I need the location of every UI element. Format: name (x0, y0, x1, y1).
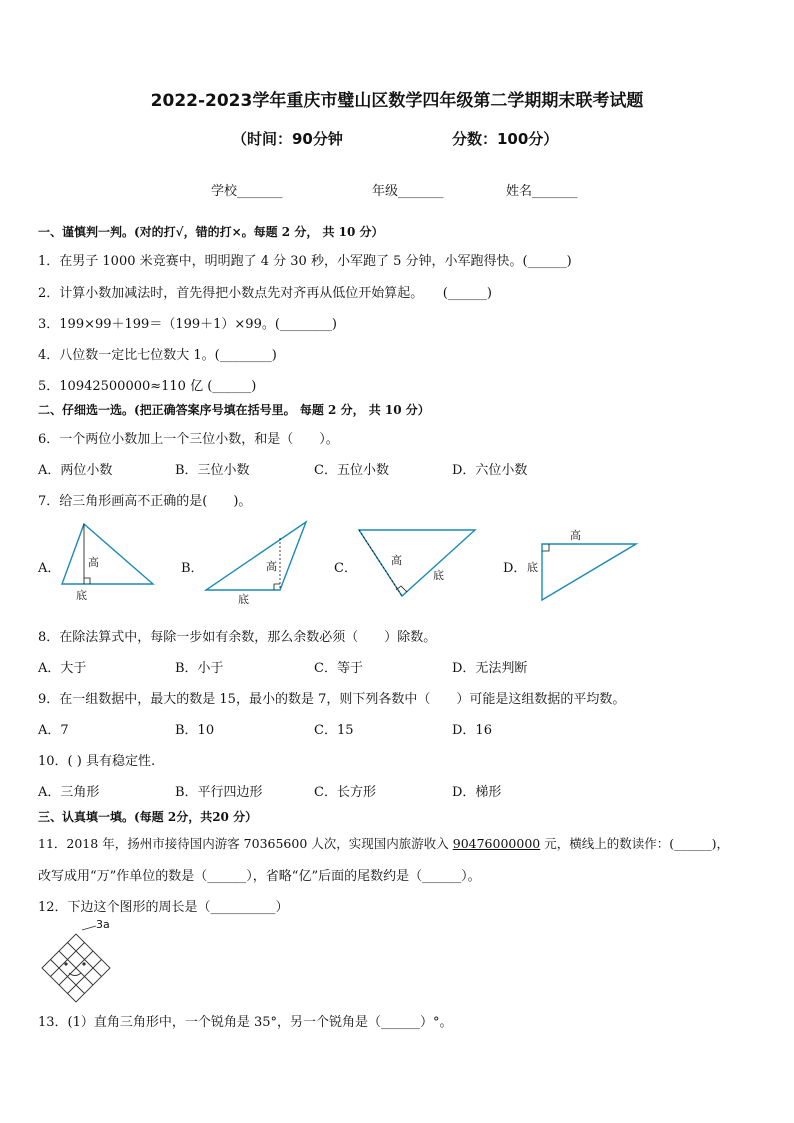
question-11-line-2: 改写成用“万”作单位的数是（______），省略“亿”后面的尾数约是（______）。 (38, 869, 481, 884)
q7b-base-label: 底 (238, 593, 249, 606)
question-4: 4．八位数一定比七位数大 1。(________) (38, 348, 277, 363)
section-heading-1: 一、谨慎判一判。(对的打√，错的打×。每题 2 分， 共 10 分） (38, 225, 384, 239)
name-field: 姓名_______ (506, 184, 578, 199)
question-7: 7．给三角形画高不正确的是( )。 (38, 494, 252, 509)
q7-triangle-b (200, 518, 310, 608)
question-13: 13．(1）直角三角形中，一个锐角是 35°，另一个锐角是（______）°。 (38, 1015, 453, 1030)
figure-eye-right (82, 962, 85, 965)
question-8: 8．在除法算式中，每除一步如有余数，那么余数必须（ ）除数。 (38, 630, 437, 645)
q12-grid-figure (36, 918, 116, 1004)
exam-score: 分数：100分） (452, 130, 559, 148)
q12-side-label: 3a (96, 918, 110, 931)
q7d-height-label: 高 (570, 529, 581, 542)
q7b-height-label: 高 (266, 560, 277, 573)
q9-option-d: D．16 (452, 723, 492, 738)
q7-triangle-a (58, 520, 158, 606)
q10-option-b: B．平行四边形 (175, 785, 263, 800)
q10-option-c: C．长方形 (314, 785, 376, 800)
q11-text-a: 11．2018 年，扬州市接待国内游客 70365600 人次，实现国内旅游收入 (38, 836, 453, 851)
q9-option-a: A．7 (38, 723, 69, 738)
question-5: 5．10942500000≈110 亿 (______) (38, 379, 257, 394)
q11-underlined-number: 90476000000 (452, 836, 541, 851)
question-1: 1．在男子 1000 米竞赛中，明明跑了 4 分 30 秒，小军跑了 5 分钟，小军跑得快。(______) (38, 254, 572, 269)
question-11 (38, 834, 729, 852)
figure-eye-left (64, 962, 67, 965)
q6-option-b: B．三位小数 (175, 463, 250, 478)
question-2: 2．计算小数加减法时，首先得把小数点先对齐再从低位开始算起。 (______) (38, 286, 492, 301)
q7-option-d: D． (503, 561, 527, 576)
question-3: 3．199×99＋199＝（199＋1）×99。(________) (38, 317, 337, 332)
q8-option-a: A．大于 (38, 661, 87, 676)
q7-triangle-c (355, 526, 479, 600)
exam-time: （时间：90分钟 (232, 130, 343, 148)
q8-option-c: C．等于 (314, 661, 363, 676)
q9-option-c: C．15 (314, 723, 354, 738)
q8-option-b: B．小于 (175, 661, 224, 676)
q6-option-a: A．两位小数 (38, 463, 113, 478)
q10-option-d: D．梯形 (452, 785, 502, 800)
q7-option-a: A． (38, 561, 61, 576)
grade-field: 年级_______ (372, 184, 444, 199)
question-6: 6．一个两位小数加上一个三位小数，和是（ ）。 (38, 432, 339, 447)
q7c-base-label: 底 (433, 569, 444, 582)
q9-option-b: B．10 (175, 723, 215, 738)
q10-option-a: A．三角形 (38, 785, 100, 800)
q7d-base-label: 底 (527, 561, 538, 574)
section-heading-2: 二、仔细选一选。(把正确答案序号填在括号里。 每题 2 分， 共 10 分） (38, 403, 430, 417)
question-10: 10．( ) 具有稳定性. (38, 754, 156, 769)
q6-option-d: D．六位小数 (452, 463, 528, 478)
q7-option-c: C． (334, 561, 357, 576)
q7c-height-label: 高 (391, 554, 402, 567)
q7a-height-label: 高 (88, 556, 99, 569)
page-title: 2022-2023学年重庆市璧山区数学四年级第二学期期末联考试题 (150, 91, 644, 111)
q8-option-d: D．无法判断 (452, 661, 528, 676)
q7a-base-label: 底 (76, 589, 87, 602)
q7-triangle-d (524, 524, 640, 604)
section-heading-3: 三、认真填一填。(每题 2分，共20 分） (38, 810, 258, 824)
school-field: 学校_______ (211, 184, 283, 199)
q11-text-b: 元，横线上的数读作：(______)， (540, 836, 729, 851)
q7-option-b: B． (181, 561, 204, 576)
q6-option-c: C．五位小数 (314, 463, 389, 478)
question-9: 9．在一组数据中，最大的数是 15，最小的数是 7，则下列各数中（ ）可能是这组数据的平均数。 (38, 692, 626, 707)
question-12: 12．下边这个图形的周长是（__________） (38, 900, 289, 915)
